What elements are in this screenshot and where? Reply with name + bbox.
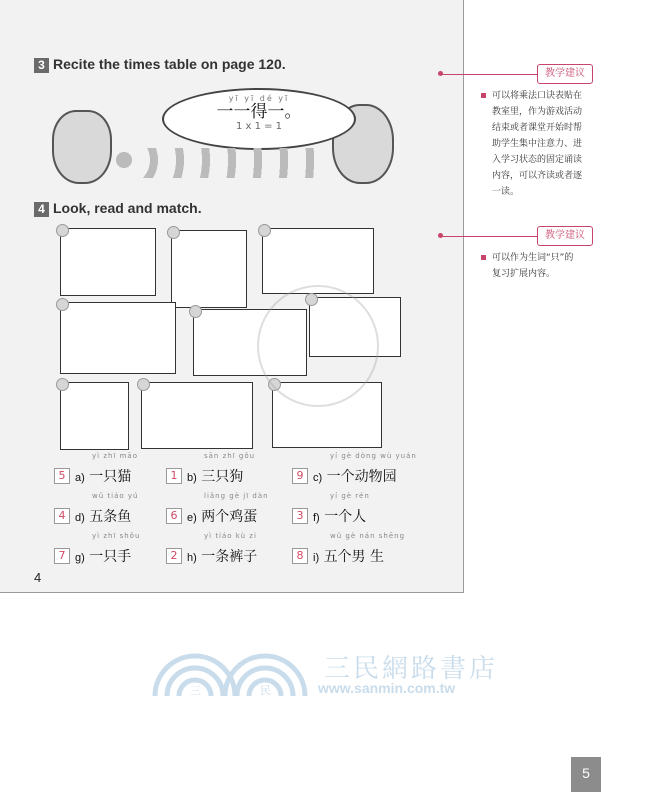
picture-2-trousers <box>171 230 247 308</box>
tip-body: 可以作为生词“只”的 复习扩展内容。 <box>481 250 646 282</box>
bullet-square <box>481 93 486 98</box>
page-number-left: 4 <box>34 570 42 585</box>
heart-flowers-decoration <box>112 148 330 178</box>
answer-number-box: 6 <box>166 508 182 524</box>
section-title: Look, read and match. <box>53 200 202 216</box>
section-3-heading <box>34 56 286 73</box>
phrase: d) 五条鱼 <box>75 509 132 525</box>
answer-number-box: 2 <box>166 548 182 564</box>
picture-number-badge <box>56 224 69 237</box>
svg-text:民: 民 <box>260 684 271 697</box>
answer-number-box: 1 <box>166 468 182 484</box>
pinyin: wǔ tiáo yú <box>92 492 139 500</box>
answer-number-box: 9 <box>292 468 308 484</box>
tip-label: 教学建议 <box>537 226 593 246</box>
pinyin: yí gè dòng wù yuán <box>330 452 417 460</box>
phrase: h) 一条裤子 <box>187 549 258 565</box>
times-table-illustration <box>52 82 392 188</box>
phrase: f) 一个人 <box>313 509 367 525</box>
bubble-pinyin: yī yī dé yī <box>228 94 290 103</box>
section-number: 4 <box>34 202 49 217</box>
bullet-square <box>481 255 486 260</box>
teaching-tip-2 <box>441 226 641 296</box>
answer-number-box: 8 <box>292 548 308 564</box>
bubble-equation: 1 x 1 = 1 <box>235 121 283 132</box>
watermark-store-name: 三民網路書店 <box>324 654 499 684</box>
pointer-line <box>441 74 537 75</box>
pinyin: yì tiáo kù zi <box>204 532 257 540</box>
picture-number-badge <box>167 226 180 239</box>
teaching-tip-1 <box>441 64 641 214</box>
picture-number-badge <box>137 378 150 391</box>
pinyin: sān zhī gǒu <box>204 452 256 460</box>
phrase: b) 三只狗 <box>187 469 244 485</box>
picture-number-badge <box>189 305 202 318</box>
stamp-watermark <box>257 285 379 407</box>
watermark-url: www.sanmin.com.tw <box>318 680 456 696</box>
picture-7-hand <box>60 382 129 450</box>
phrase: e) 两个鸡蛋 <box>187 509 258 525</box>
pinyin: yí gè rén <box>330 492 370 500</box>
section-4-heading <box>34 200 202 217</box>
picture-4-fish <box>60 302 176 374</box>
pointer-line <box>441 236 537 237</box>
pinyin: yì zhī māo <box>92 452 138 460</box>
phrase: c) 一个动物园 <box>313 469 397 485</box>
boy-illustration <box>52 110 112 184</box>
picture-number-badge <box>56 378 69 391</box>
speech-bubble <box>162 88 356 150</box>
svg-text:三: 三 <box>190 684 201 697</box>
section-title: Recite the times table on page 120. <box>53 56 286 72</box>
page-number-right: 5 <box>571 757 601 792</box>
picture-number-badge <box>56 298 69 311</box>
picture-1-dogs <box>60 228 156 296</box>
picture-number-badge <box>258 224 271 237</box>
answer-number-box: 5 <box>54 468 70 484</box>
phrase: a) 一只猫 <box>75 469 132 485</box>
bubble-chinese: 一一得一。 <box>216 102 302 122</box>
pinyin: liǎng gè jī dàn <box>204 492 269 500</box>
sanmin-logo-watermark <box>150 644 310 700</box>
tip-label: 教学建议 <box>537 64 593 84</box>
section-number: 3 <box>34 58 49 73</box>
answer-number-box: 4 <box>54 508 70 524</box>
answer-number-box: 7 <box>54 548 70 564</box>
phrase: i) 五个男 生 <box>313 549 385 565</box>
tip-body: 可以将乘法口诀表贴在 教室里，作为游戏活动 结束或者课堂开始时帮 助学生集中注意力、进 入学习状态的固定诵读 内容，可以齐读或者逐 一读。 <box>481 88 646 200</box>
pinyin: wǔ gè nán shēng <box>330 532 406 540</box>
phrase: g) 一只手 <box>75 549 132 565</box>
pinyin: yì zhī shǒu <box>92 532 141 540</box>
answer-number-box: 3 <box>292 508 308 524</box>
picture-8-boys <box>141 382 253 449</box>
